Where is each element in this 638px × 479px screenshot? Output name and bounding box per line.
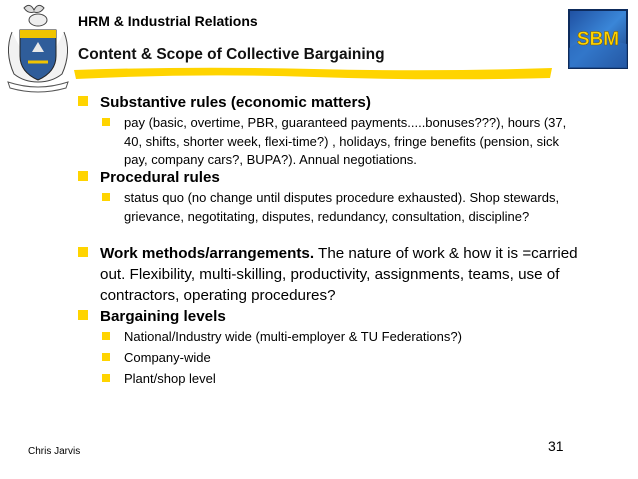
bullet-square-icon [78,247,88,257]
title-underline-decoration [74,64,552,82]
bullet-square-icon [102,332,110,340]
bullet-heading: Work methods/arrangements. [100,245,315,262]
footer-author: Chris Jarvis [28,446,81,457]
page-number: 31 [548,438,564,454]
sub-bullet-text: pay (basic, overtime, PBR, guaranteed payments.....bonuses???), hours (37, 40, shifts, shorter week, flexi-time?) , holidays, fringe benefits (pension, sick pay, company cars?, BUPA?). Annual negotiations. [124,115,567,167]
sub-bullet-text: National/Industry wide (multi-employer & TU Federations?) [124,329,462,344]
university-crest-logo [2,2,74,94]
sub-bullet-text: Plant/shop level [124,371,216,386]
bullet-square-icon [102,118,110,126]
bullet-heading: Substantive rules (economic matters) [100,94,371,111]
sbm-logo-text: SBM [576,29,620,50]
bullet-body: The nature of work & how it is =carried out. Flexibility, multi-skilling, productivity, assignments, teams, use of contractors, operating procedures? [100,245,578,304]
sub-bullet-text: Company-wide [124,350,211,365]
bullet-heading: Procedural rules [100,169,220,186]
bullet-square-icon [102,353,110,361]
slide-title: Content & Scope of Collective Bargaining [78,46,385,63]
bullet-square-icon [102,193,110,201]
sbm-logo [567,8,629,70]
bullet-square-icon [78,96,88,106]
bullet-square-icon [78,171,88,181]
bullet-heading: Bargaining levels [100,308,226,325]
header-title: HRM & Industrial Relations [78,13,258,29]
bullet-paragraph [100,243,578,306]
sub-bullet-text: status quo (no change until disputes procedure exhausted). Shop stewards, grievance, negotitating, disputes, redundancy, consultation, discipline? [124,190,560,224]
bullet-square-icon [102,374,110,382]
bullet-square-icon [78,310,88,320]
